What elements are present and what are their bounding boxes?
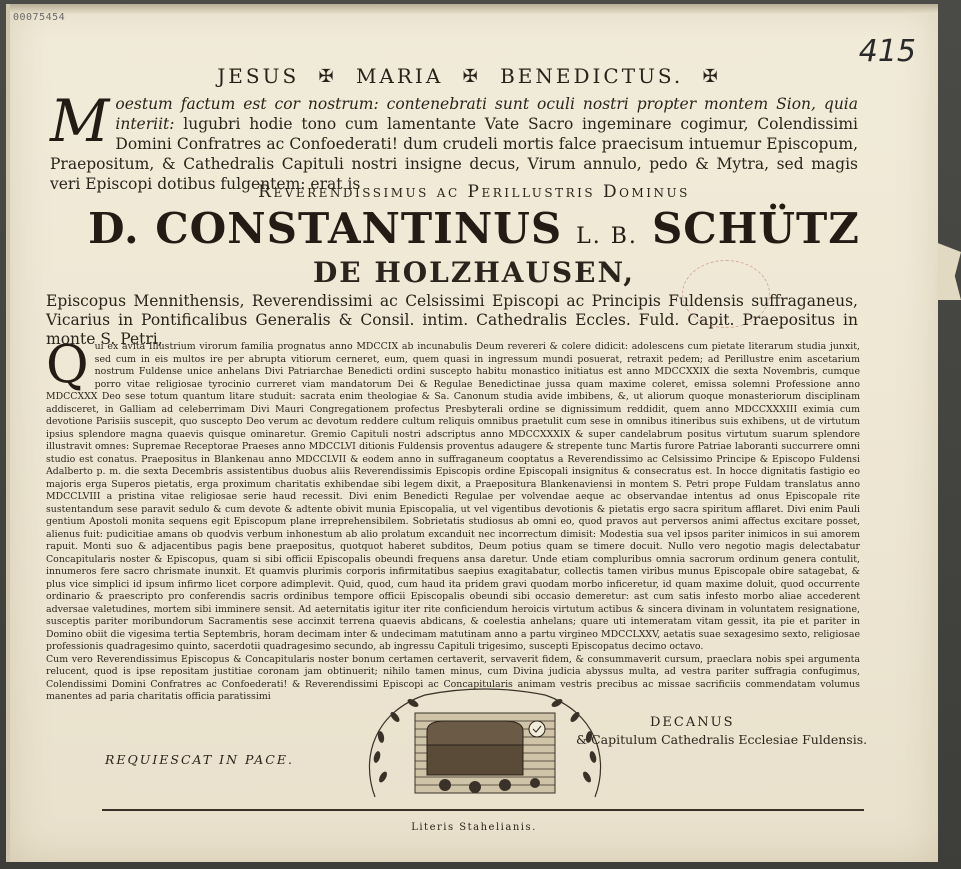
- header-word-jesus: JESUS: [217, 64, 300, 88]
- header-word-maria: MARIA: [355, 64, 444, 88]
- printer-imprint: Literis Stahelianis.: [411, 822, 537, 833]
- deceased-name: [10, 204, 938, 253]
- body-dropcap: Q: [46, 335, 89, 395]
- ecclesiastical-titles: Episcopus Mennithensis, Reverendissimi ac Celsissimi Episcopi ac Principis Fuldensis suffraganeus, Vicarius in Pontificalibus Generalis & Consil. intim. Cathedralis Eccles. Fuld. Capit. Praepositus in monte S. Petri,: [46, 292, 858, 348]
- honorific-line: Reverendissimus ac Perillustris Dominus: [258, 182, 690, 202]
- requiescat-line: REQUIESCAT IN PACE.: [105, 752, 294, 767]
- document-sheet: [6, 4, 938, 862]
- opening-text: lugubri hodie tono cum lamentante Vate Sacro ingeminare cogimur, Colendissimi Domini Confratres ac Confoederati! dum crudeli mortis falce praecisum intuemur Episcopum, Praepositum, & Cathedralis Capituli nostri insigne decus, Virum annulo, pedo & Mytra, sed magis veri Episcopi dotibus fulgentem: erat is: [50, 115, 858, 193]
- maltese-cross-icon: ✠: [702, 66, 721, 87]
- signatory-capitulum: & Capitulum Cathedralis Ecclesiae Fuldensis.: [576, 732, 868, 747]
- name-last: SCHÜTZ: [651, 204, 860, 253]
- body-text: ui ex avita Illustrium virorum familia prognatus anno MDCCIX ab incunabulis Deum revereri & colere didicit: adolescens cum pietate literarum studia junxit, sed cum in eis multos ire per abrupta vitiorum cerneret, eum, quem quasi in ingressum mundi posuerat, retraxit pedem; ad Perillustre enim ascetarium nostrum Fuldense unice anhelans Divi Patriarchae Benedicti ordini suscepto habitu monastico initiatus est anno MDCCXXIX die sexta Novembris, cumque porro vitae religiosae tyrocinio curreret viam mandatorum Dei & Regulae Benedictinae jussa quam maxime coleret, emissa solemni Professione anno MDCCXXX Deo sese totum quantum litare studuit: sacrata enim theologiae & Sa. Canonum studia avide imbibens, &, ut aliorum quoque monasteriorum disciplinam addisceret, in Galliam ad celeberrimam Divi Mauri Congregationem profectus Presbyterali ordine se dignissimum reddidit, quem anno MDCCXXXIII eximia cum devotione Parisiis suscepit, quo suscepto Deo verum ac devotum reddere cultum reliquis omnibus praetulit cum sese in omnibus itineribus suis exhibens, ut de virtutum ipsius splendore magna quaevis quisque ominaretur. Gremio Capituli nostri adscriptus anno MDCCXXXIX & super candelabrum positus virtutum suarum splendore illustravit omnes: Supremae Receptorae Praeses anno MDCCLVI ditionis Fuldensis proventus adaugere & strepente tunc Martis furore Patriae laboranti succurrere omni studio est conatus. Praepositus in Blankenau anno MDCCLVII & eodem anno in suffraganeum cooptatus a Reverendissimo ac Celsissimo Principe & Episcopo Fuldensi Adalberto p. m. die sexta Decembris assistentibus duobus aliis Reverendissimis Episcopis ordine Episcopali insignitus & consecratus est. In hocce dignitatis fastigio eo majoris erga Superos pietatis, erga proximum charitatis exhibendae sibi legem dixit, a Praepositura Blankenaviensi in montem S. Petri prope Fuldam translatus anno MDCCLVIII a pristina vitae religiosae serie haud recessit. Divi enim Benedicti Regulae per volvendae aeque ac observandae intentus ad onus Episcopale rite sustentandum sese paravit sedulo & cum devote & adtente obivit munia Episcopalia, ut vel vigentibus devotionis & pietatis ergo sacra spiritum afflaret. Divi enim Pauli gentium Apostoli monita sequens egit Episcopum plane irreprehensibilem. Sobrietatis studiosus ab omni eo, quod pravos aut perversos animi affectus excitare posset, alienus fuit: pudicitiae amans ob quodvis verbum inhonestum ab alio prolatum excanduit nec incorrectum dimisit: Modestia sua vel ipsos pariter inimicos in sui amorem rapuit. Monti suo & adjacentibus pagis bene praepositus, quotquot haberet subditos, Deum potius quam se timere docuit. Nullo vero negotio magis delectabatur Concapitularis noster & Episcopus, quam si sibi officii Episcopalis obeundi frequens ansa daretur. Unde etiam compluribus omnia sacrorum ordinum genera contulit, innumeros fere sacro chrismate inunxit. Et quamvis plurimis corporis infirmitatibus saepius exagitabatur, collectis tamen viribus munus Episcopale obire satagebat, & plus vice simplici id ipsum infirmo licet corpore adimplevit. Quid, quod, cum haud ita pridem gravi quodam morbo inficeretur, id quam maxime doluit, quod occurrente ordinario & praescripto pro conferendis sacris ordinibus tempore officii Episcopalis obeundi sibi occasio demeretur: ast cum satis infesto morbo aliae accederent adversae valetudines, mortem sibi imminere sensit. Ad aeternitatis igitur iter rite conficiendum heroicis virtutum actibus & sincera divinam in voluntatem resignatione, susceptis pariter moribundorum Sacramentis sese accinxit terrena quaevis abdicans, & coelestia anhelans; quare uti intemeratam vitam gessit, ita pie et pariter in Domino obiit die vigesima tertia Septembris, horam decimam inter & undecimam matutinam anno a partu virgineo MDCCLXXV, aetatis suae sexagesimo sexto, religiosae professionis quadragesimo quinto, sacerdotii quadragesimo secundo, ab ingressu Capituli trigesimo, suscepti Episcopatus decimo octavo.: [46, 341, 860, 652]
- name-lb: L. B.: [576, 224, 638, 249]
- opening-quote: oestum factum est cor nostrum: contenebrati sunt oculi nostri propter montem Sion, quia interiit:: [115, 95, 858, 133]
- footer-rule: [102, 809, 864, 811]
- opening-dropcap: M: [50, 87, 110, 155]
- signatory-decanus: DECANUS: [650, 715, 735, 730]
- name-first: D. CONSTANTINUS: [88, 204, 563, 253]
- biography-body: [46, 335, 860, 704]
- maltese-cross-icon: ✠: [318, 66, 337, 87]
- invocation-header: [10, 64, 938, 88]
- opening-paragraph: [50, 87, 858, 194]
- name-predicate: DE HOLZHAUSEN,: [312, 256, 636, 289]
- folio-number: 415: [858, 34, 916, 69]
- maltese-cross-icon: ✠: [462, 66, 481, 87]
- archive-id: 00075454: [13, 12, 66, 23]
- body-closing: Cum vero Reverendissimus Episcopus & Concapitularis noster bonum certamen certaverit, servaverit fidem, & consummaverit cursum, praeclara nobis spei argumenta relucent, quod is ipse repositam justitiae coronam jam obtinuerit; nihilo tamen minus, cum Divina judicia abyssus multa, ad vestra pariter suffragia confugimus, Colendissimi Domini Confratres ac Confoederati! & Reverendissimi Episcopi ac Concapitularis animam vestris precibus ac missae sacrificiis commendatam volumus manentes ad paria charitatis officia paratissimi: [46, 653, 860, 702]
- header-word-benedictus: BENEDICTUS.: [500, 64, 684, 88]
- folded-edge: [10, 4, 938, 14]
